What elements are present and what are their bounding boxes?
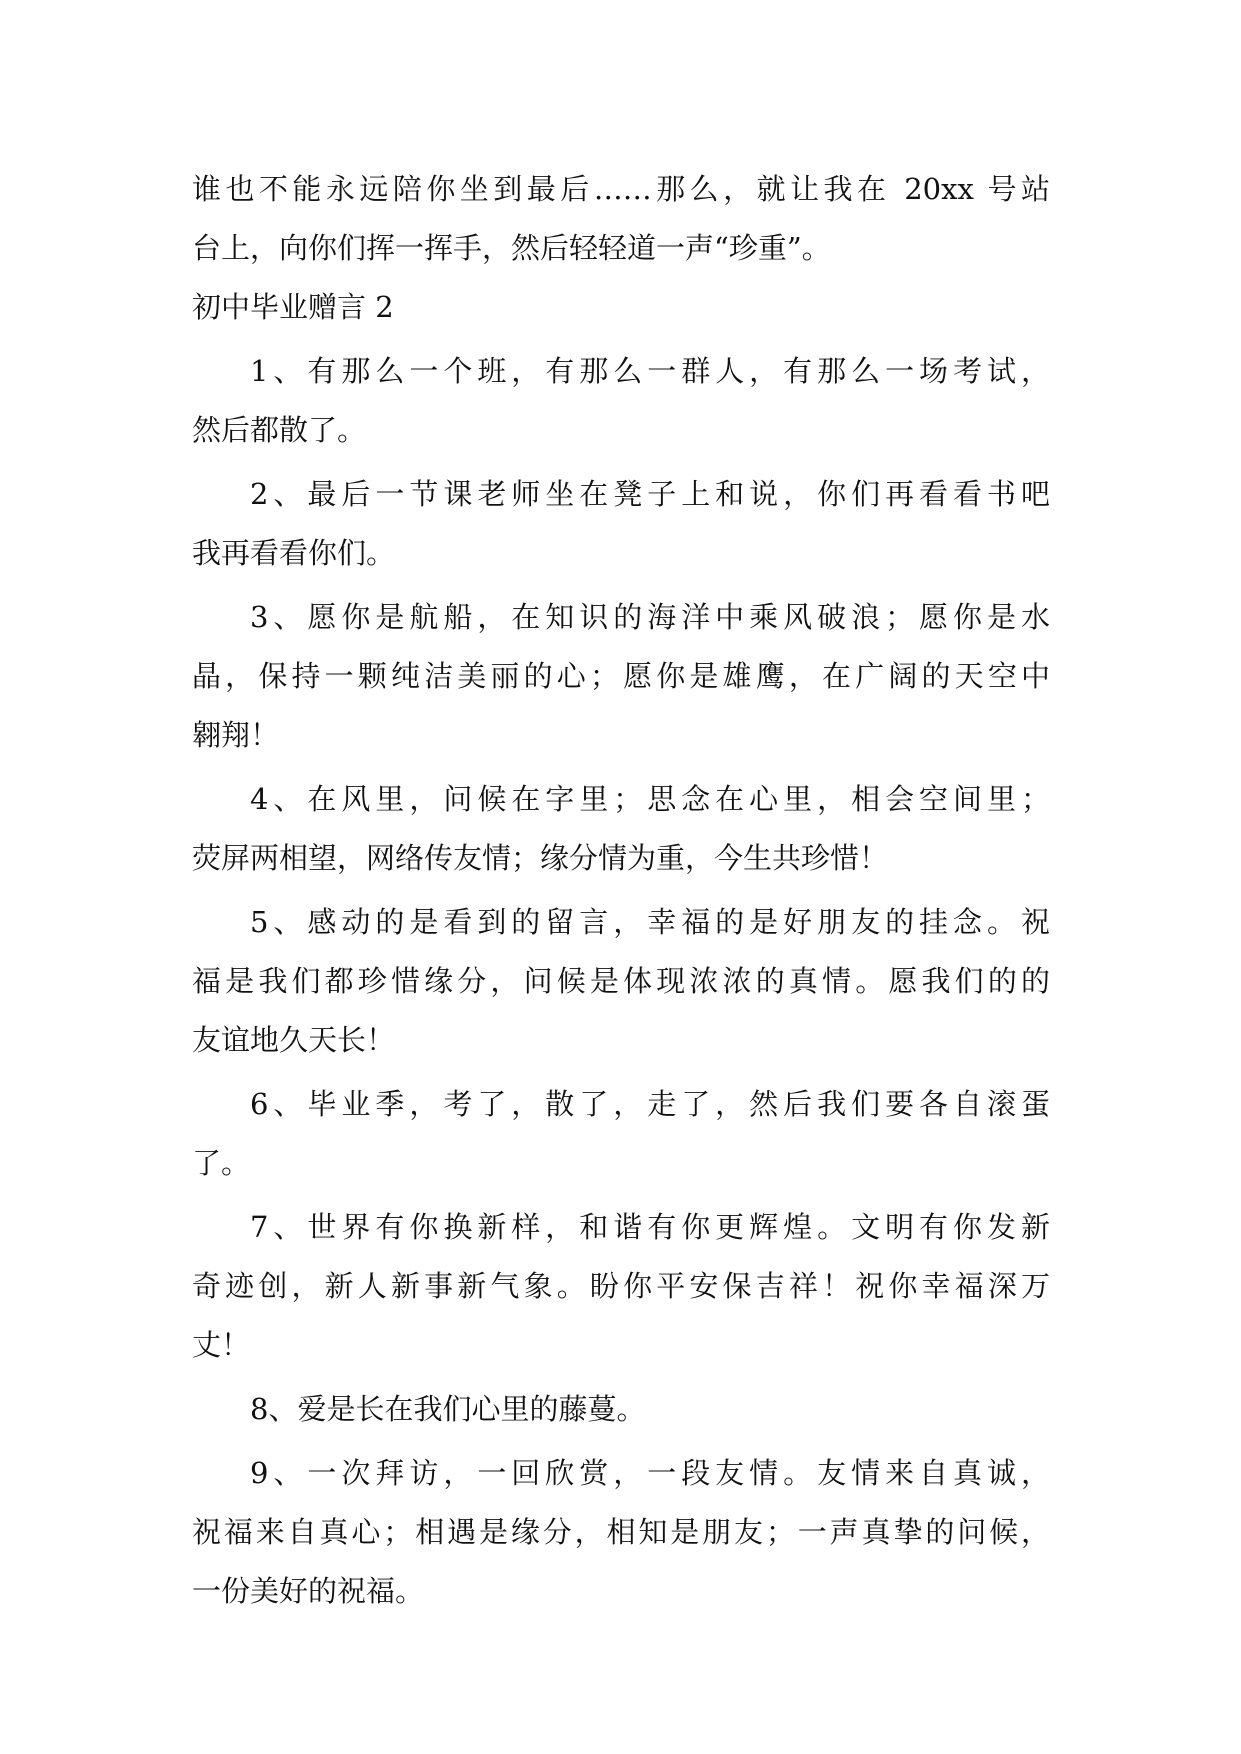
text-line: 奇迹创，新人新事新气象。盼你平安保吉祥！祝你幸福深万 <box>192 1269 1050 1303</box>
document-body <box>192 160 1050 1621</box>
text-line: 3、愿你是航船，在知识的海洋中乘风破浪；愿你是水 <box>250 600 1050 634</box>
text-line: 了。 <box>192 1146 251 1180</box>
text-line: 翱翔！ <box>192 718 280 752</box>
text-line: 谁也不能永远陪你坐到最后……那么，就让我在 20xx 号站 <box>192 172 1050 206</box>
text-line: 丈！ <box>192 1328 251 1362</box>
text-line: 然后都散了。 <box>192 413 367 447</box>
text-line: 9、一次拜访，一回欣赏，一段友情。友情来自真诚， <box>250 1456 1050 1490</box>
text-line: 4、在风里，问候在字里；思念在心里，相会空间里； <box>250 782 1050 816</box>
text-line: 1、有那么一个班，有那么一群人，有那么一场考试， <box>250 354 1050 388</box>
text-line: 台上，向你们挥一挥手，然后轻轻道一声“珍重”。 <box>192 231 831 265</box>
text-line: 8、爱是长在我们心里的藤蔓。 <box>250 1392 646 1426</box>
section-heading: 初中毕业赠言 2 <box>192 290 394 324</box>
text-line: 荧屏两相望，网络传友情；缘分情为重，今生共珍惜！ <box>192 841 889 875</box>
text-line: 一份美好的祝福。 <box>192 1574 425 1608</box>
text-line: 7、世界有你换新样，和谐有你更辉煌。文明有你发新 <box>250 1210 1050 1244</box>
text-line: 6、毕业季，考了，散了，走了，然后我们要各自滚蛋 <box>250 1087 1050 1121</box>
text-line: 福是我们都珍惜缘分，问候是体现浓浓的真情。愿我们的的 <box>192 964 1050 998</box>
text-line: 2、最后一节课老师坐在凳子上和说，你们再看看书吧 <box>250 477 1050 511</box>
text-line: 友谊地久天长！ <box>192 1023 396 1057</box>
text-line: 我再看看你们。 <box>192 536 396 570</box>
text-line: 祝福来自真心；相遇是缘分，相知是朋友；一声真挚的问候， <box>192 1515 1050 1549</box>
text-line: 晶，保持一颗纯洁美丽的心；愿你是雄鹰，在广阔的天空中 <box>192 659 1050 693</box>
text-line: 5、感动的是看到的留言，幸福的是好朋友的挂念。祝 <box>250 905 1050 939</box>
